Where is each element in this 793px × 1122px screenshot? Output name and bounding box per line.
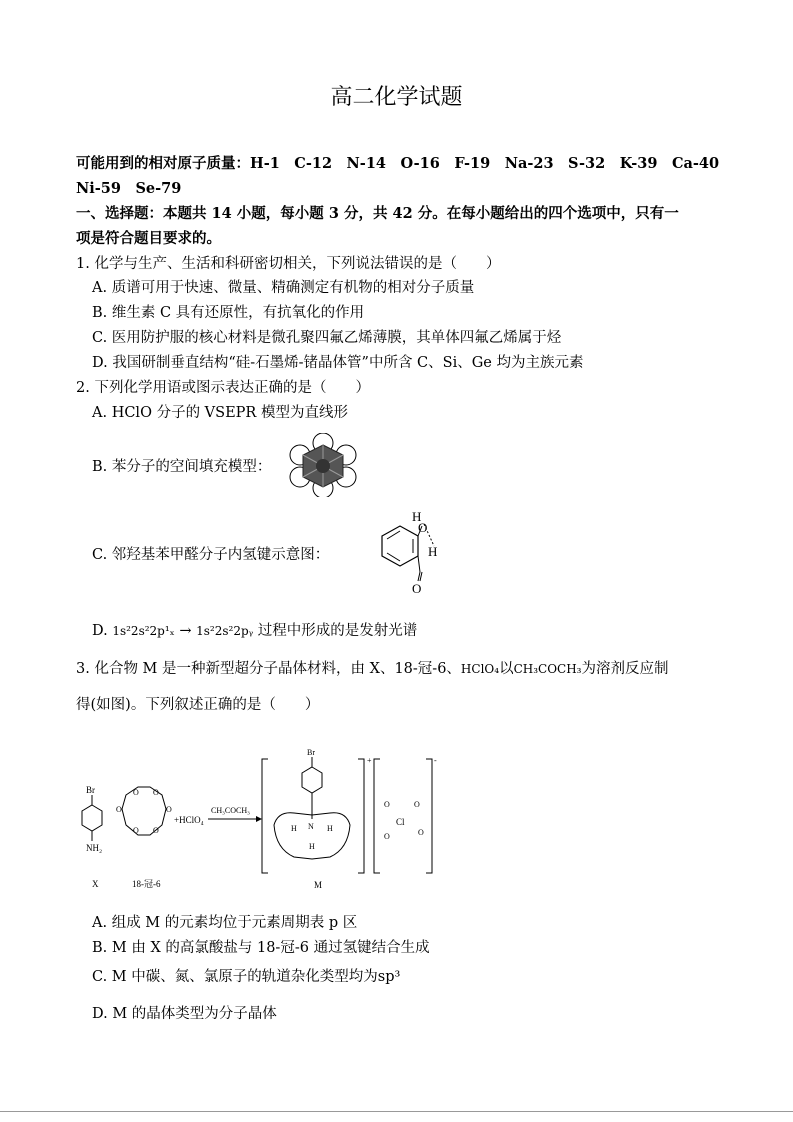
q2-option-a: A. HClO 分子的 VSEPR 模型为直线形 (92, 405, 348, 421)
q1-option-a: A. 质谱可用于快速、微量、精确测定有机物的相对分子质量 (92, 280, 475, 296)
q3-stem-part3: 为溶剂反应制 (581, 661, 669, 677)
m-h-left: H (291, 824, 297, 833)
hbond-o-top: O (418, 520, 428, 535)
q3-stem-part1: 3. 化合物 M 是一种新型超分子晶体材料，由 X、18-冠-6、 (76, 661, 461, 677)
atomic-masses-line1: 可能用到的相对原子质量：H-1 C-12 N-14 O-16 F-19 Na-23 S-32 K-39 Ca-40 (76, 155, 720, 172)
perchlorate-o-1: O (384, 800, 390, 809)
q3-stem-part2: 以 (499, 661, 514, 677)
perchlorate-o-4: O (418, 828, 424, 837)
q3-option-d: D. M 的晶体类型为分子晶体 (92, 1006, 277, 1022)
q2-d-arrow: → (179, 623, 192, 639)
page-title: 高二化学试题 (330, 85, 463, 110)
x-label: X (92, 879, 99, 889)
m-h-bottom: H (309, 842, 315, 851)
m-h-right: H (327, 824, 333, 833)
q3-option-c-formula: sp³ (377, 969, 401, 985)
q2-option-c: C. 邻羟基苯甲醛分子内氢键示意图： (92, 547, 330, 563)
q3-option-a: A. 组成 M 的元素均位于元素周期表 p 区 (92, 915, 358, 931)
m-br-label: Br (307, 748, 315, 757)
q2-d-suffix: 过程中形成的是发射光谱 (253, 623, 418, 639)
solvent-label: CH₃COCH₃ (211, 806, 250, 815)
q3-option-c-text: C. M 中碳、氮、氯原子的轨道杂化类型均为 (92, 969, 378, 985)
hbond-h-top: H (412, 509, 422, 524)
crown-o-6: O (133, 826, 139, 835)
crown-o-5: O (153, 826, 159, 835)
q1-option-d: D. 我国研制垂直结构“硅-石墨烯-锗晶体管”中所含 C、Si、Ge 均为主族元素 (92, 355, 584, 371)
q2-stem: 2. 下列化学用语或图示表达正确的是（ ） (76, 380, 370, 396)
atomic-masses-line2: Ni-59 Se-79 (76, 180, 182, 197)
section-heading-line2: 项是符合题目要求的。 (76, 230, 221, 247)
q2-option-b: B. 苯分子的空间填充模型： (92, 459, 272, 475)
perchlorate-o-2: O (414, 800, 420, 809)
salicylaldehyde-hbond-diagram (360, 508, 450, 596)
benzene-space-filling-model (288, 433, 358, 497)
q2-d-config-right: 1s²2s²2pᵧ (196, 624, 254, 638)
q3-stem-line1 (76, 657, 669, 678)
m-n-label: N (308, 822, 314, 831)
q1-option-b: B. 维生素 C 具有还原性，有抗氧化的作用 (92, 305, 365, 321)
x-nh2-label: NH₂ (86, 843, 103, 853)
q2-d-prefix: D. (92, 623, 113, 639)
q3-formula-hclo4: HClO₄ (460, 662, 500, 676)
cation-charge: + (367, 756, 372, 765)
perchlorate-o-3: O (384, 832, 390, 841)
plus-hclo4: +HClO₄ (174, 815, 204, 825)
page-footer-divider (0, 1111, 793, 1112)
m-label: M (314, 880, 323, 890)
q3-stem-line2: 得(如图)。下列叙述正确的是（ ） (76, 697, 320, 713)
q2-d-config-left: 1s²2s²2p¹ₓ (112, 624, 175, 638)
q3-option-c (92, 965, 400, 986)
section-heading-line1: 一、选择题：本题共 14 小题，每小题 3 分，共 42 分。在每小题给出的四个选项中，只有一 (76, 205, 679, 222)
q3-formula-acetone: CH₃COCH₃ (513, 662, 582, 676)
crown-o-1: O (116, 805, 122, 814)
crown-o-2: O (133, 788, 139, 797)
hbond-o-bottom: O (412, 581, 422, 596)
x-br-label: Br (86, 785, 95, 795)
crown-label: 18-冠-6 (132, 879, 161, 889)
q3-option-b: B. M 由 X 的高氯酸盐与 18-冠-6 通过氢键结合生成 (92, 940, 430, 956)
q1-option-c: C. 医用防护服的核心材料是微孔聚四氟乙烯薄膜，其单体四氟乙烯属于烃 (92, 330, 562, 346)
crown-o-3: O (153, 788, 159, 797)
hbond-h-right: H (428, 544, 438, 559)
q1-stem: 1. 化学与生产、生活和科研密切相关，下列说法错误的是（ ） (76, 256, 501, 272)
anion-charge: - (434, 756, 437, 765)
q2-option-d (92, 619, 417, 640)
crown-o-4: O (166, 805, 172, 814)
q3-reaction-figure (78, 745, 448, 895)
cl-label: Cl (396, 817, 405, 827)
